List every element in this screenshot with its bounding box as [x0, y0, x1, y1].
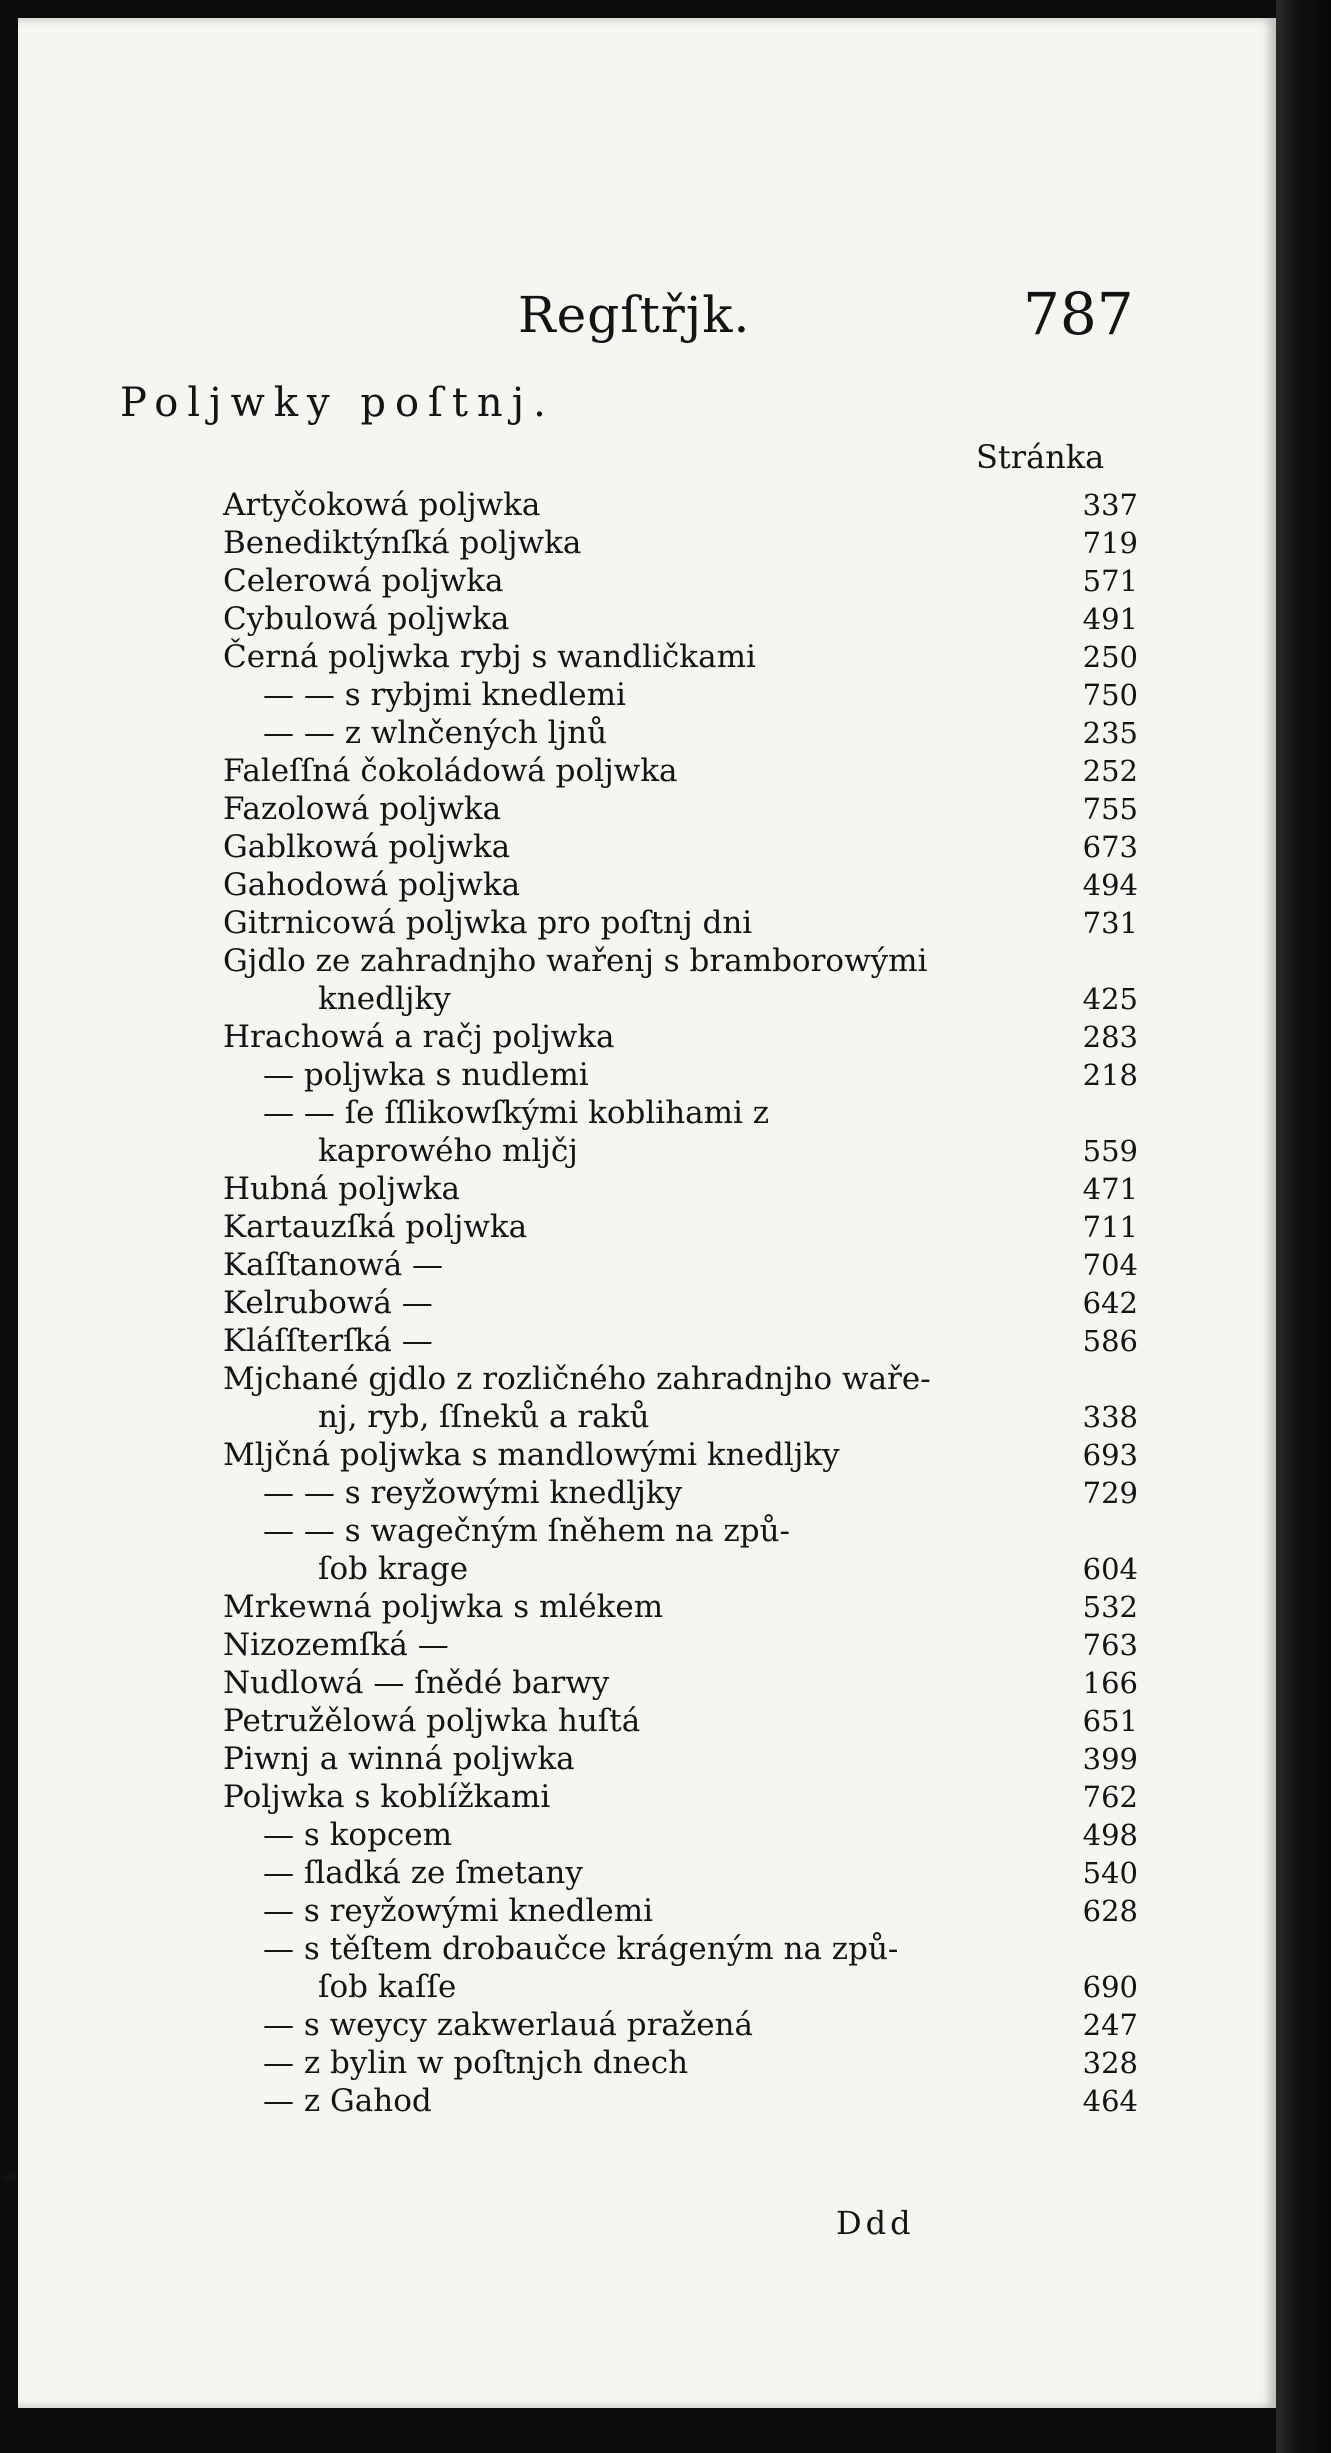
entry-text: Cybulowá poljwka [223, 601, 510, 637]
index-entry [18, 1892, 1276, 1930]
entry-page-number: 494 [1082, 868, 1138, 902]
entry-page-number: 711 [1082, 1210, 1138, 1244]
column-header-page: Stránka [976, 438, 1105, 476]
index-entry [18, 2006, 1276, 2044]
entry-text: Mjchané gjdlo z rozličného zahradnjho waře- [223, 1361, 931, 1397]
entry-page-number: 693 [1082, 1438, 1138, 1472]
index-entry [18, 562, 1276, 600]
index-entry [18, 752, 1276, 790]
entry-text: Celerowá poljwka [223, 563, 504, 599]
index-entry [18, 1398, 1276, 1436]
index-entry [18, 600, 1276, 638]
entry-text: — — s rybjmi knedlemi [263, 677, 626, 713]
entry-text: — z bylin w poſtnjch dnech [263, 2045, 689, 2081]
index-entry [18, 1512, 1276, 1550]
index-entry [18, 714, 1276, 752]
entry-text: Gitrnicowá poljwka pro poſtnj dni [223, 905, 753, 941]
index-entry [18, 1474, 1276, 1512]
entry-page-number: 250 [1082, 640, 1138, 674]
index-entry [18, 1778, 1276, 1816]
entry-page-number: 586 [1082, 1324, 1138, 1358]
page-header [18, 280, 1276, 366]
index-entries [18, 486, 1276, 2120]
entry-text: Nizozemſká — [223, 1627, 449, 1663]
signature-mark: Ddd [836, 2204, 915, 2242]
index-entry [18, 1816, 1276, 1854]
entry-page-number: 559 [1082, 1134, 1138, 1168]
entry-page-number: 731 [1082, 906, 1138, 940]
entry-page-number: 247 [1082, 2008, 1138, 2042]
entry-page-number: 604 [1082, 1552, 1138, 1586]
index-entry [18, 1284, 1276, 1322]
entry-text: — — s wagečným ſněhem na způ- [263, 1513, 791, 1549]
entry-text: Gjdlo ze zahradnjho wařenj s bramborowými [223, 943, 928, 979]
entry-page-number: 218 [1082, 1058, 1138, 1092]
entry-text: Kláſſterſká — [223, 1323, 433, 1359]
entry-text: knedljky [318, 981, 451, 1017]
entry-page-number: 464 [1082, 2084, 1138, 2118]
entry-page-number: 166 [1082, 1666, 1138, 1700]
entry-page-number: 750 [1082, 678, 1138, 712]
entry-text: — — z wlnčených ljnů [263, 715, 608, 751]
entry-text: Benediktýnſká poljwka [223, 525, 582, 561]
entry-text: ſob krage [318, 1551, 469, 1587]
left-margin-mark: ◂ [2, 2158, 18, 2193]
entry-page-number: 704 [1082, 1248, 1138, 1282]
index-entry [18, 1094, 1276, 1132]
index-entry [18, 1740, 1276, 1778]
index-entry [18, 524, 1276, 562]
index-entry [18, 1322, 1276, 1360]
entry-page-number: 628 [1082, 1894, 1138, 1928]
index-entry [18, 980, 1276, 1018]
entry-text: — s weycy zakwerlauá pražená [263, 2007, 754, 2043]
entry-page-number: 571 [1082, 564, 1138, 598]
book-page [18, 18, 1276, 2408]
index-entry [18, 1854, 1276, 1892]
entry-text: Hrachowá a račj poljwka [223, 1019, 615, 1055]
entry-page-number: 498 [1082, 1818, 1138, 1852]
index-entry [18, 790, 1276, 828]
index-entry [18, 2044, 1276, 2082]
entry-page-number: 763 [1082, 1628, 1138, 1662]
entry-text: Gablkowá poljwka [223, 829, 511, 865]
index-entry [18, 486, 1276, 524]
index-entry [18, 1588, 1276, 1626]
entry-page-number: 532 [1082, 1590, 1138, 1624]
entry-text: — poljwka s nudlemi [263, 1057, 589, 1093]
index-entry [18, 1056, 1276, 1094]
index-entry [18, 1360, 1276, 1398]
index-entry [18, 2082, 1276, 2120]
entry-text: Faleſſná čokoládowá poljwka [223, 753, 678, 789]
entry-text: — — ſe ſſlikowſkými koblihami z [263, 1095, 770, 1131]
entry-text: Artyčokowá poljwka [223, 487, 541, 523]
entry-text: Petružělowá poljwka huſtá [223, 1703, 641, 1739]
entry-text: Černá poljwka rybj s wandličkami [223, 639, 756, 675]
entry-page-number: 235 [1082, 716, 1138, 750]
index-entry [18, 638, 1276, 676]
entry-page-number: 338 [1082, 1400, 1138, 1434]
entry-page-number: 719 [1082, 526, 1138, 560]
index-entry [18, 1018, 1276, 1056]
entry-page-number: 642 [1082, 1286, 1138, 1320]
entry-text: — s reyžowými knedlemi [263, 1893, 654, 1929]
entry-text: Piwnj a winná poljwka [223, 1741, 575, 1777]
entry-text: kaprowého mljčj [318, 1133, 578, 1169]
index-entry [18, 904, 1276, 942]
entry-page-number: 337 [1082, 488, 1138, 522]
index-entry [18, 1968, 1276, 2006]
entry-page-number: 651 [1082, 1704, 1138, 1738]
entry-text: — z Gahod [263, 2083, 432, 2119]
entry-text: — s kopcem [263, 1817, 453, 1853]
entry-text: ſob kaſſe [318, 1969, 457, 2005]
page-edge-shadow [1276, 0, 1331, 2453]
entry-page-number: 252 [1082, 754, 1138, 788]
page-number: 787 [1023, 280, 1134, 348]
entry-text: Kaſſtanowá — [223, 1247, 444, 1283]
entry-page-number: 399 [1082, 1742, 1138, 1776]
entry-page-number: 328 [1082, 2046, 1138, 2080]
entry-text: — — s reyžowými knedljky [263, 1475, 683, 1511]
entry-text: Mljčná poljwka s mandlowými knedljky [223, 1437, 840, 1473]
entry-text: Mrkewná poljwka s mlékem [223, 1589, 664, 1625]
index-entry [18, 1170, 1276, 1208]
entry-text: — s těſtem drobaučce krágeným na způ- [263, 1931, 899, 1967]
entry-page-number: 690 [1082, 1970, 1138, 2004]
index-entry [18, 1664, 1276, 1702]
entry-page-number: 673 [1082, 830, 1138, 864]
index-entry [18, 1436, 1276, 1474]
index-entry [18, 1550, 1276, 1588]
entry-page-number: 471 [1082, 1172, 1138, 1206]
index-entry [18, 1132, 1276, 1170]
entry-text: Fazolowá poljwka [223, 791, 502, 827]
index-entry [18, 676, 1276, 714]
index-entry [18, 1626, 1276, 1664]
index-entry [18, 1208, 1276, 1246]
entry-page-number: 762 [1082, 1780, 1138, 1814]
index-entry [18, 866, 1276, 904]
entry-text: — ſladká ze ſmetany [263, 1855, 583, 1891]
entry-text: Poljwka s koblížkami [223, 1779, 551, 1815]
entry-text: Nudlowá — ſnědé barwy [223, 1665, 610, 1701]
entry-text: Gahodowá poljwka [223, 867, 521, 903]
index-entry [18, 942, 1276, 980]
index-entry [18, 1246, 1276, 1284]
entry-page-number: 283 [1082, 1020, 1138, 1054]
index-entry [18, 1702, 1276, 1740]
entry-text: nj, ryb, ſſneků a raků [318, 1399, 650, 1435]
entry-page-number: 729 [1082, 1476, 1138, 1510]
entry-text: Hubná poljwka [223, 1171, 460, 1207]
index-entry [18, 828, 1276, 866]
entry-page-number: 540 [1082, 1856, 1138, 1890]
entry-text: Kartauzſká poljwka [223, 1209, 528, 1245]
entry-page-number: 491 [1082, 602, 1138, 636]
entry-text: Kelrubowá — [223, 1285, 433, 1321]
entry-page-number: 755 [1082, 792, 1138, 826]
section-title: Poljwky poſtnj. [120, 380, 555, 426]
entry-page-number: 425 [1082, 982, 1138, 1016]
running-head: Regſtřjk. [518, 286, 751, 344]
index-entry [18, 1930, 1276, 1968]
